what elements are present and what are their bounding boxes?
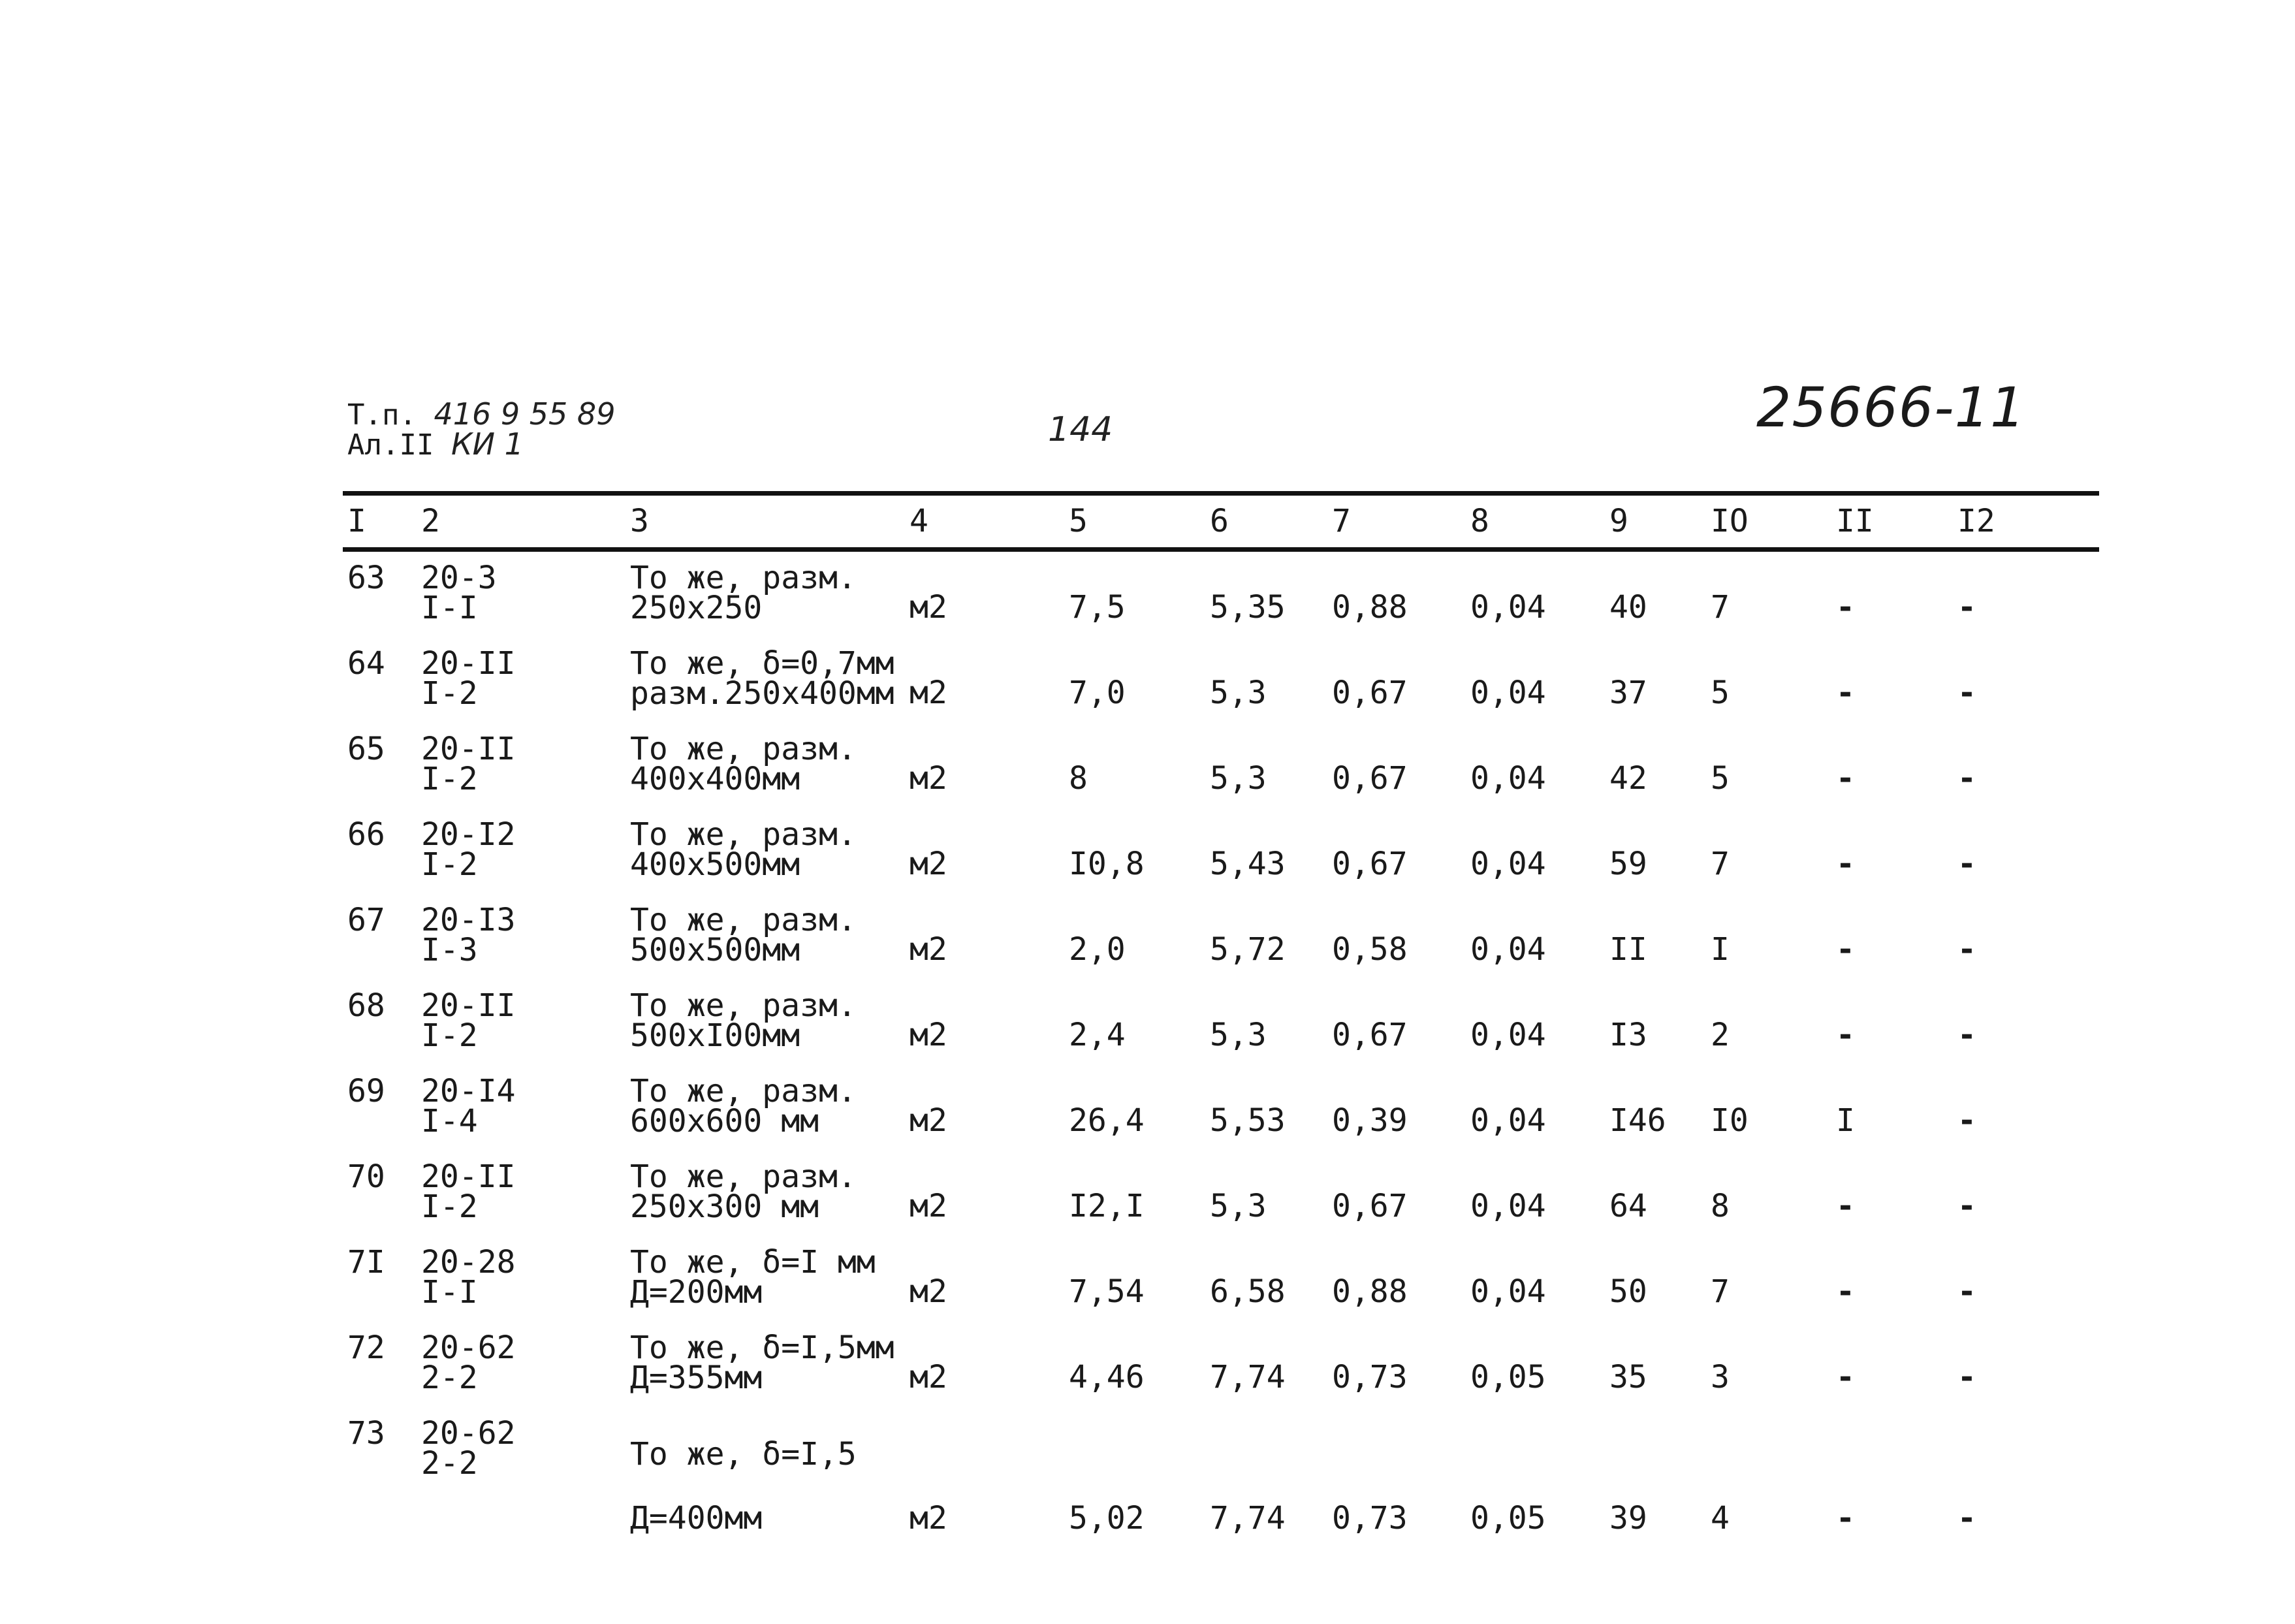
row-65-col-6: 5,3 xyxy=(1210,760,1267,797)
row-69-col-7: 0,39 xyxy=(1332,1102,1408,1139)
row-68-number: 68 xyxy=(347,987,385,1024)
column-header-1: I xyxy=(347,503,366,539)
row-70-description-line-2: 250х300 мм xyxy=(630,1188,819,1225)
row-67-col-8: 0,04 xyxy=(1470,931,1546,968)
row-66-code-line-1: 20-I2 xyxy=(421,816,516,853)
row-7I-code-line-2: I-I xyxy=(421,1274,478,1311)
row-64-col-7: 0,67 xyxy=(1332,675,1408,711)
row-67-col-12: - xyxy=(1957,931,1976,968)
row-72-code-line-2: 2-2 xyxy=(421,1360,478,1396)
row-73-col-11: - xyxy=(1836,1500,1855,1536)
row-69-col-5: 26,4 xyxy=(1069,1102,1145,1139)
row-73-unit: м2 xyxy=(910,1500,947,1536)
row-7I-col-6: 6,58 xyxy=(1210,1273,1286,1310)
row-64-col-11: - xyxy=(1836,675,1855,711)
row-63-col-11: - xyxy=(1836,589,1855,626)
row-65-code xyxy=(421,731,516,797)
row-7I-col-5: 7,54 xyxy=(1069,1273,1145,1310)
row-64-col-6: 5,3 xyxy=(1210,675,1267,711)
row-66-description-line-1: То же, разм. xyxy=(630,816,857,853)
row-64-description xyxy=(630,645,894,712)
row-70-col-6: 5,3 xyxy=(1210,1188,1267,1224)
row-72-description-line-1: То же, δ=I,5мм xyxy=(630,1329,894,1366)
row-70-code-line-1: 20-II xyxy=(421,1158,516,1195)
row-64-col-10: 5 xyxy=(1711,675,1730,711)
row-63-description xyxy=(630,560,857,626)
row-66-description-line-2: 400х500мм xyxy=(630,846,800,883)
row-73-col-6: 7,74 xyxy=(1210,1500,1286,1536)
row-64-code-line-1: 20-II xyxy=(421,645,516,682)
row-69-number: 69 xyxy=(347,1073,385,1109)
column-header-12: I2 xyxy=(1957,503,1995,539)
document-reference xyxy=(347,396,616,462)
row-68-code-line-1: 20-II xyxy=(421,987,516,1024)
column-header-8: 8 xyxy=(1470,503,1489,539)
row-69-description xyxy=(630,1073,857,1139)
row-63-col-5: 7,5 xyxy=(1069,589,1126,626)
row-63-description-line-2: 250х250 xyxy=(630,590,763,626)
row-63-unit: м2 xyxy=(910,589,947,626)
column-header-2: 2 xyxy=(421,503,440,539)
row-7I-col-9: 50 xyxy=(1609,1273,1647,1310)
row-73-code xyxy=(421,1415,516,1482)
row-67-col-7: 0,58 xyxy=(1332,931,1408,968)
row-72-col-9: 35 xyxy=(1609,1359,1647,1395)
row-72-col-6: 7,74 xyxy=(1210,1359,1286,1395)
row-70-description xyxy=(630,1158,857,1225)
row-7I-number: 7I xyxy=(347,1244,385,1281)
row-67-description xyxy=(630,902,857,968)
album-prefix: Ал.II xyxy=(347,428,434,462)
row-64-col-8: 0,04 xyxy=(1470,675,1546,711)
row-72-code-line-1: 20-62 xyxy=(421,1329,516,1366)
row-72-code xyxy=(421,1329,516,1396)
row-73-col-5: 5,02 xyxy=(1069,1500,1145,1536)
row-67-col-11: - xyxy=(1836,931,1855,968)
row-70-description-line-1: То же, разм. xyxy=(630,1158,857,1195)
row-65-col-5: 8 xyxy=(1069,760,1088,797)
row-72-number: 72 xyxy=(347,1329,385,1366)
row-70-col-7: 0,67 xyxy=(1332,1188,1408,1224)
row-68-col-9: I3 xyxy=(1609,1017,1647,1053)
row-63-code-line-2: I-I xyxy=(421,590,478,626)
row-70-number: 70 xyxy=(347,1158,385,1195)
row-67-description-line-2: 500х500мм xyxy=(630,932,800,968)
row-68-description xyxy=(630,987,857,1054)
row-66-col-9: 59 xyxy=(1609,846,1647,882)
row-63-col-12: - xyxy=(1957,589,1976,626)
row-63-col-7: 0,88 xyxy=(1332,589,1408,626)
document-code: 25666-11 xyxy=(1756,375,2026,439)
row-63-code xyxy=(421,560,497,626)
row-66-code-line-2: I-2 xyxy=(421,846,478,883)
row-7I-description-line-1: То же, δ=I мм xyxy=(630,1244,876,1281)
row-68-col-10: 2 xyxy=(1711,1017,1730,1053)
row-72-col-8: 0,05 xyxy=(1470,1359,1546,1395)
row-69-code xyxy=(421,1073,516,1139)
row-7I-description-line-2: Д=200мм xyxy=(630,1274,763,1311)
row-73-col-9: 39 xyxy=(1609,1500,1647,1536)
row-72-col-10: 3 xyxy=(1711,1359,1730,1395)
row-69-col-12: - xyxy=(1957,1102,1976,1139)
row-66-col-8: 0,04 xyxy=(1470,846,1546,882)
row-7I-description xyxy=(630,1244,876,1311)
row-65-description-line-2: 400х400мм xyxy=(630,761,800,797)
row-70-col-11: - xyxy=(1836,1188,1855,1224)
row-7I-unit: м2 xyxy=(910,1273,947,1310)
row-65-col-11: - xyxy=(1836,760,1855,797)
row-63-col-9: 40 xyxy=(1609,589,1647,626)
row-64-description-line-1: То же, δ=0,7мм xyxy=(630,645,894,682)
row-73-col-8: 0,05 xyxy=(1470,1500,1546,1536)
row-73-description-line-2: Д=400мм xyxy=(630,1500,763,1536)
column-header-9: 9 xyxy=(1609,503,1628,539)
row-63-code-line-1: 20-3 xyxy=(421,560,497,596)
row-69-col-8: 0,04 xyxy=(1470,1102,1546,1139)
row-63-number: 63 xyxy=(347,560,385,596)
row-64-description-line-2: разм.250х400мм xyxy=(630,675,894,712)
row-68-col-5: 2,4 xyxy=(1069,1017,1126,1053)
row-68-col-8: 0,04 xyxy=(1470,1017,1546,1053)
row-7I-code-line-1: 20-28 xyxy=(421,1244,516,1281)
row-64-code xyxy=(421,645,516,712)
row-64-code-line-2: I-2 xyxy=(421,675,478,712)
row-69-col-9: I46 xyxy=(1609,1102,1666,1139)
row-65-col-12: - xyxy=(1957,760,1976,797)
row-65-unit: м2 xyxy=(910,760,947,797)
row-69-col-6: 5,53 xyxy=(1210,1102,1286,1139)
row-64-col-12: - xyxy=(1957,675,1976,711)
row-65-col-9: 42 xyxy=(1609,760,1647,797)
handwritten-album-part: КИ 1 xyxy=(451,426,524,462)
table-header-rule xyxy=(343,547,2099,552)
row-66-col-12: - xyxy=(1957,846,1976,882)
row-68-description-line-2: 500хI00мм xyxy=(630,1017,800,1054)
row-68-unit: м2 xyxy=(910,1017,947,1053)
row-69-unit: м2 xyxy=(910,1102,947,1139)
row-69-code-line-1: 20-I4 xyxy=(421,1073,516,1109)
row-7I-code xyxy=(421,1244,516,1311)
row-67-col-10: I xyxy=(1711,931,1730,968)
row-73-col-10: 4 xyxy=(1711,1500,1730,1536)
column-header-4: 4 xyxy=(910,503,928,539)
row-70-col-9: 64 xyxy=(1609,1188,1647,1224)
column-header-10: IO xyxy=(1711,503,1749,539)
row-67-number: 67 xyxy=(347,902,385,938)
row-68-col-11: - xyxy=(1836,1017,1855,1053)
row-64-col-5: 7,0 xyxy=(1069,675,1126,711)
row-66-col-6: 5,43 xyxy=(1210,846,1286,882)
row-73-code-line-1: 20-62 xyxy=(421,1415,516,1452)
row-70-code xyxy=(421,1158,516,1225)
row-7I-col-7: 0,88 xyxy=(1332,1273,1408,1310)
row-67-description-line-1: То же, разм. xyxy=(630,902,857,938)
row-68-col-7: 0,67 xyxy=(1332,1017,1408,1053)
row-70-col-10: 8 xyxy=(1711,1188,1730,1224)
row-64-col-9: 37 xyxy=(1609,675,1647,711)
column-header-5: 5 xyxy=(1069,503,1088,539)
row-70-col-5: I2,I xyxy=(1069,1188,1145,1224)
row-67-code-line-2: I-3 xyxy=(421,932,478,968)
row-65-number: 65 xyxy=(347,731,385,767)
row-68-description-line-1: То же, разм. xyxy=(630,987,857,1024)
row-70-col-12: - xyxy=(1957,1188,1976,1224)
row-70-col-8: 0,04 xyxy=(1470,1188,1546,1224)
row-70-code-line-2: I-2 xyxy=(421,1188,478,1225)
row-69-description-line-1: То же, разм. xyxy=(630,1073,857,1109)
row-67-col-6: 5,72 xyxy=(1210,931,1286,968)
column-header-7: 7 xyxy=(1332,503,1351,539)
row-63-col-8: 0,04 xyxy=(1470,589,1546,626)
row-65-description-line-1: То же, разм. xyxy=(630,731,857,767)
row-66-col-10: 7 xyxy=(1711,846,1730,882)
row-72-col-5: 4,46 xyxy=(1069,1359,1145,1395)
row-70-unit: м2 xyxy=(910,1188,947,1224)
row-67-col-9: II xyxy=(1609,931,1647,968)
row-69-col-11: I xyxy=(1836,1102,1855,1139)
row-68-col-6: 5,3 xyxy=(1210,1017,1267,1053)
row-67-code xyxy=(421,902,516,968)
page-number: 144 xyxy=(1048,410,1113,449)
column-header-11: II xyxy=(1836,503,1874,539)
row-63-description-line-1: То же, разм. xyxy=(630,560,857,596)
row-72-col-12: - xyxy=(1957,1359,1976,1395)
reference-line-2 xyxy=(347,426,615,462)
row-73-col-7: 0,73 xyxy=(1332,1500,1408,1536)
handwritten-project-number: 416 9 55 89 xyxy=(434,396,616,432)
row-73-code-line-2: 2-2 xyxy=(421,1445,478,1482)
row-72-description xyxy=(630,1329,894,1396)
column-header-6: 6 xyxy=(1210,503,1229,539)
row-65-description xyxy=(630,731,857,797)
reference-line-1 xyxy=(347,396,616,432)
row-67-code-line-1: 20-I3 xyxy=(421,902,516,938)
column-header-3: 3 xyxy=(630,503,649,539)
row-64-number: 64 xyxy=(347,645,385,682)
row-66-description xyxy=(630,816,857,883)
row-67-unit: м2 xyxy=(910,931,947,968)
row-7I-col-10: 7 xyxy=(1711,1273,1730,1310)
table-top-rule xyxy=(343,491,2099,496)
row-69-description-line-2: 600х600 мм xyxy=(630,1103,819,1139)
row-69-col-10: I0 xyxy=(1711,1102,1749,1139)
row-73-description-line-1: То же, δ=I,5 xyxy=(630,1436,857,1473)
row-66-col-7: 0,67 xyxy=(1332,846,1408,882)
row-7I-col-8: 0,04 xyxy=(1470,1273,1546,1310)
row-72-col-7: 0,73 xyxy=(1332,1359,1408,1395)
row-65-col-7: 0,67 xyxy=(1332,760,1408,797)
row-67-col-5: 2,0 xyxy=(1069,931,1126,968)
row-7I-col-12: - xyxy=(1957,1273,1976,1310)
row-66-number: 66 xyxy=(347,816,385,853)
row-68-code xyxy=(421,987,516,1054)
row-68-col-12: - xyxy=(1957,1017,1976,1053)
row-73-number: 73 xyxy=(347,1415,385,1452)
row-63-col-10: 7 xyxy=(1711,589,1730,626)
row-72-unit: м2 xyxy=(910,1359,947,1395)
row-65-col-10: 5 xyxy=(1711,760,1730,797)
row-66-col-11: - xyxy=(1836,846,1855,882)
row-72-col-11: - xyxy=(1836,1359,1855,1395)
row-68-code-line-2: I-2 xyxy=(421,1017,478,1054)
row-66-col-5: I0,8 xyxy=(1069,846,1145,882)
row-63-col-6: 5,35 xyxy=(1210,589,1286,626)
row-64-unit: м2 xyxy=(910,675,947,711)
row-66-code xyxy=(421,816,516,883)
row-72-description-line-2: Д=355мм xyxy=(630,1360,763,1396)
row-65-col-8: 0,04 xyxy=(1470,760,1546,797)
row-65-code-line-2: I-2 xyxy=(421,761,478,797)
row-66-unit: м2 xyxy=(910,846,947,882)
reference-prefix: Т.п. xyxy=(347,398,417,432)
row-7I-col-11: - xyxy=(1836,1273,1855,1310)
row-65-code-line-1: 20-II xyxy=(421,731,516,767)
row-73-col-12: - xyxy=(1957,1500,1976,1536)
row-69-code-line-2: I-4 xyxy=(421,1103,478,1139)
